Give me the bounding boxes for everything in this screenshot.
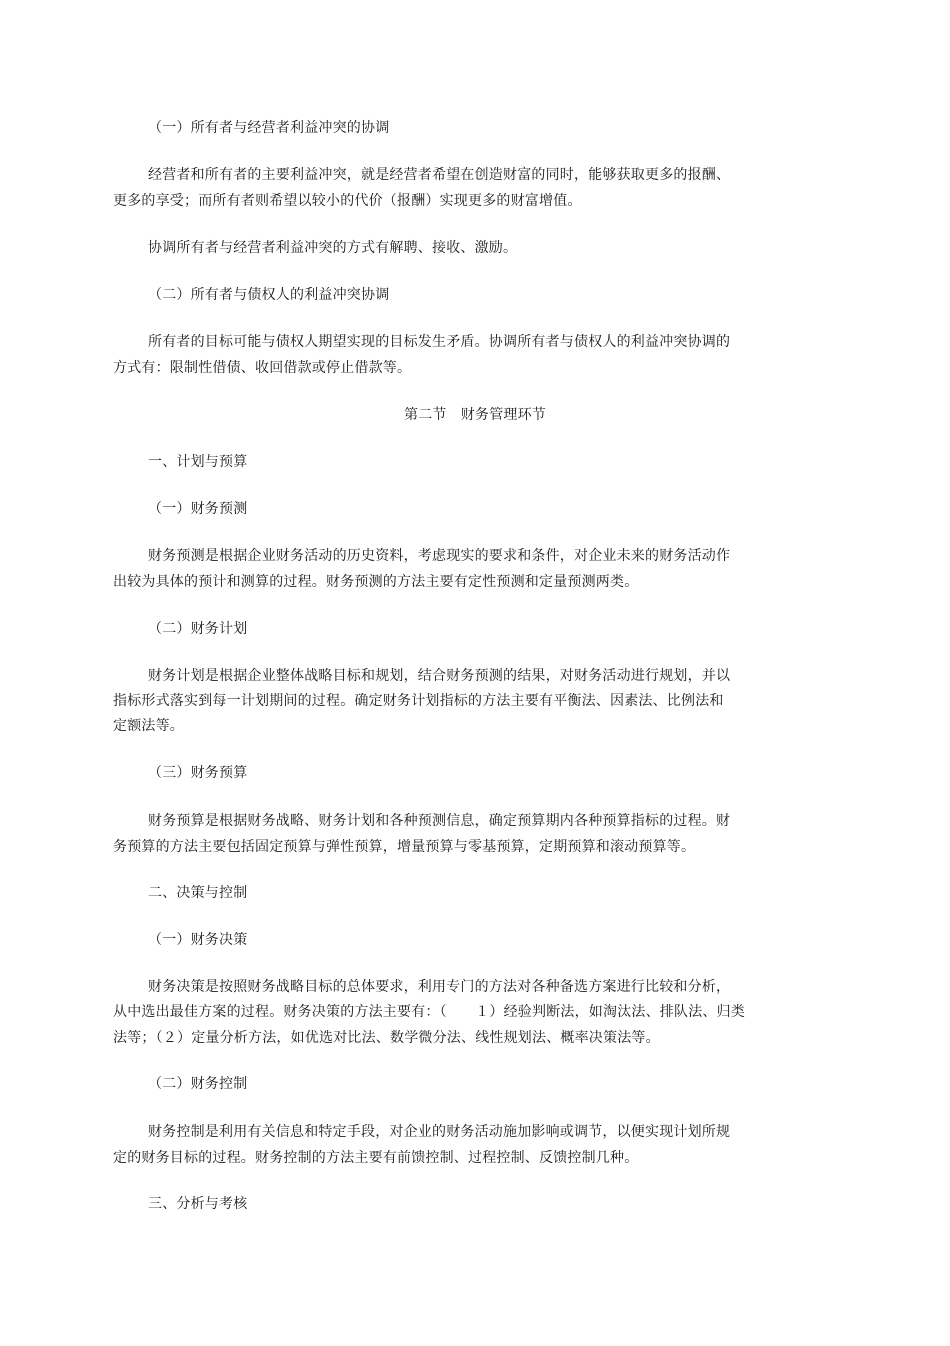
subsection-heading: （一）财务预测 (148, 501, 248, 517)
subsection-heading: （一）所有者与经营者利益冲突的协调 (148, 120, 390, 136)
heading-level-1: 三、分析与考核 (148, 1196, 248, 1212)
section-title: 第二节 财务管理环节 (404, 407, 546, 423)
paragraph-line: 出较为具体的预计和测算的过程。财务预测的方法主要有定性预测和定量预测两类。 (113, 574, 639, 590)
paragraph-line: 指标形式落实到每一计划期间的过程。确定财务计划指标的方法主要有平衡法、因素法、比例法和 (113, 693, 724, 709)
paragraph-line: 财务预算是根据财务战略、财务计划和各种预测信息，确定预算期内各种预算指标的过程。财 (148, 813, 731, 829)
paragraph-line: 财务预测是根据企业财务活动的历史资料，考虑现实的要求和条件，对企业未来的财务活动作 (148, 548, 731, 564)
paragraph-line: 财务决策是按照财务战略目标的总体要求，利用专门的方法对各种备选方案进行比较和分析， (148, 979, 731, 995)
paragraph-line: 方式有：限制性借债、收回借款或停止借款等。 (113, 360, 412, 376)
subsection-heading: （三）财务预算 (148, 765, 248, 781)
subsection-heading: （二）所有者与债权人的利益冲突协调 (148, 287, 390, 303)
paragraph-line: 务预算的方法主要包括固定预算与弹性预算，增量预算与零基预算，定期预算和滚动预算等。 (113, 839, 696, 855)
subsection-heading: （一）财务决策 (148, 932, 248, 948)
heading-level-1: 二、决策与控制 (148, 885, 248, 901)
paragraph-line: 所有者的目标可能与债权人期望实现的目标发生矛盾。协调所有者与债权人的利益冲突协调的 (148, 334, 731, 350)
paragraph-line: 财务控制是利用有关信息和特定手段，对企业的财务活动施加影响或调节，以便实现计划所规 (148, 1124, 731, 1140)
paragraph-line: 法等；（２）定量分析方法，如优选对比法、数学微分法、线性规划法、概率决策法等。 (113, 1030, 660, 1046)
subsection-heading: （二）财务计划 (148, 621, 248, 637)
subsection-heading: （二）财务控制 (148, 1076, 248, 1092)
paragraph-line: 经营者和所有者的主要利益冲突，就是经营者希望在创造财富的同时，能够获取更多的报酬、 (148, 167, 731, 183)
paragraph-line: 定额法等。 (113, 718, 184, 734)
heading-level-1: 一、计划与预算 (148, 454, 248, 470)
paragraph-line: 财务计划是根据企业整体战略目标和规划，结合财务预测的结果，对财务活动进行规划，并以 (148, 668, 731, 684)
paragraph-line: 更多的享受；而所有者则希望以较小的代价（报酬）实现更多的财富增值。 (113, 193, 582, 209)
paragraph-line: 从中选出最佳方案的过程。财务决策的方法主要有：（ １）经验判断法，如淘汰法、排队法、归类 (113, 1004, 745, 1020)
paragraph-line: 协调所有者与经营者利益冲突的方式有解聘、接收、激励。 (148, 240, 518, 256)
paragraph-line: 定的财务目标的过程。财务控制的方法主要有前馈控制、过程控制、反馈控制几种。 (113, 1150, 639, 1166)
